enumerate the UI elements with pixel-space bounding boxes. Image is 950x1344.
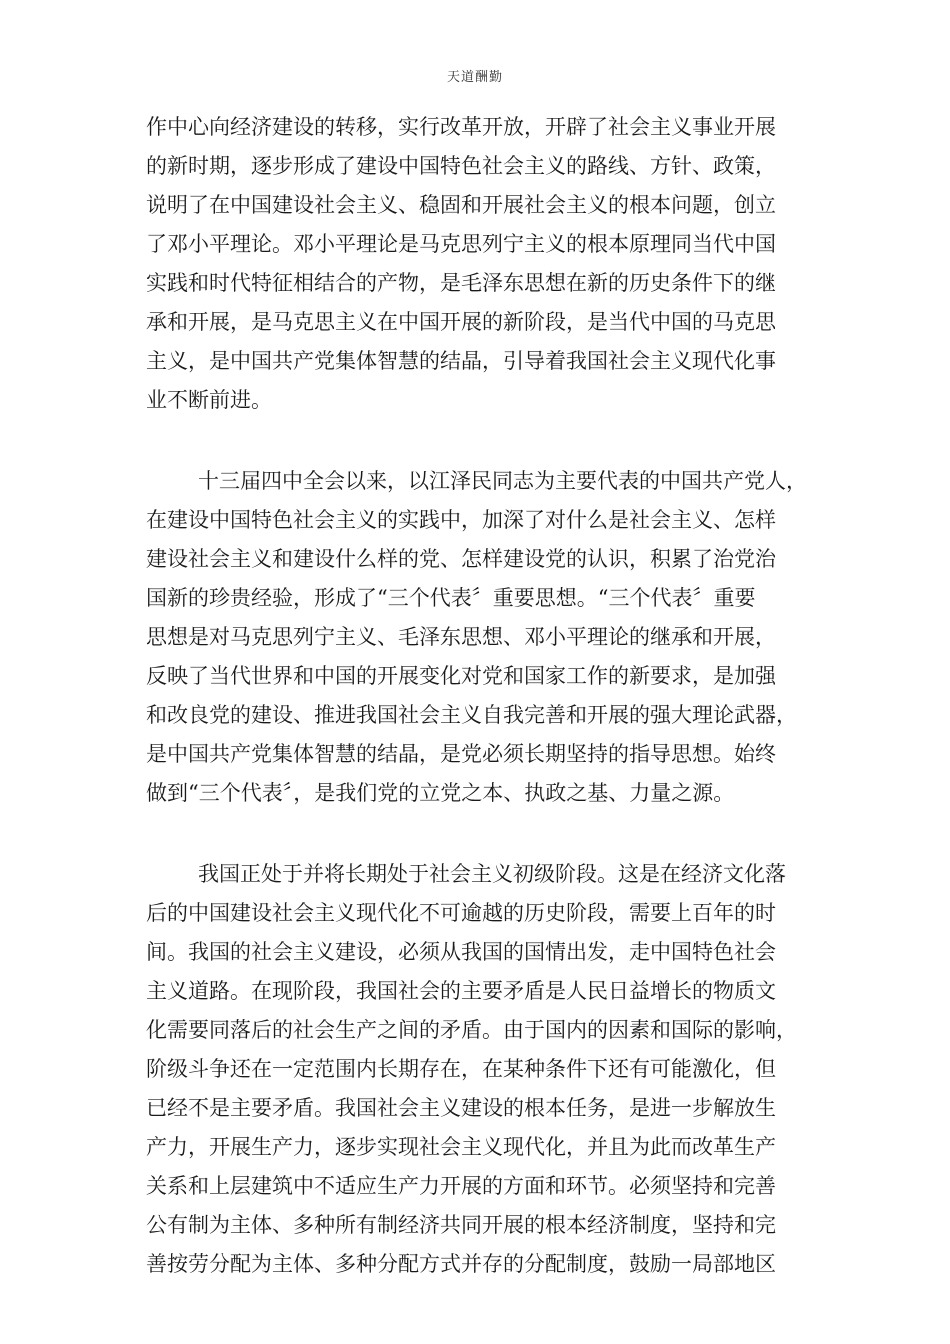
text-line: 和改良党的建设、推进我国社会主义自我完善和开展的强大理论武器， bbox=[146, 703, 797, 727]
text-line: 反映了当代世界和中国的开展变化对党和国家工作的新要求，是加强 bbox=[146, 664, 776, 688]
text-line: 的新时期，逐步形成了建设中国特色社会主义的路线、方针、政策， bbox=[146, 154, 776, 178]
text-line: 思想是对马克思列宁主义、毛泽东思想、邓小平理论的继承和开展， bbox=[146, 625, 776, 649]
text-line: 在建设中国特色社会主义的实践中，加深了对什么是社会主义、怎样 bbox=[146, 508, 776, 532]
paragraph-spacer bbox=[146, 813, 826, 855]
text-line: 实践和时代特征相结合的产物，是毛泽东思想在新的历史条件下的继 bbox=[146, 271, 776, 295]
text-line: 我国正处于并将长期处于社会主义初级阶段。这是在经济文化落 bbox=[198, 862, 786, 886]
text-line: 善按劳分配为主体、多种分配方式并存的分配制度，鼓励一局部地区 bbox=[146, 1252, 776, 1276]
text-line: 国新的珍贵经验，形成了“三个代表〞重要思想。“三个代表〞重要 bbox=[146, 586, 756, 610]
document-body bbox=[146, 108, 826, 1284]
text-line: 了邓小平理论。邓小平理论是马克思列宁主义的根本原理同当代中国 bbox=[146, 232, 776, 256]
text-line: 主义，是中国共产党集体智慧的结晶，引导着我国社会主义现代化事 bbox=[146, 349, 776, 373]
text-line: 阶级斗争还在一定范围内长期存在，在某种条件下还有可能激化，但 bbox=[146, 1057, 776, 1081]
text-line: 后的中国建设社会主义现代化不可逾越的历史阶段，需要上百年的时 bbox=[146, 901, 776, 925]
text-line: 十三届四中全会以来，以江泽民同志为主要代表的中国共产党人， bbox=[198, 469, 807, 493]
text-line: 承和开展，是马克思主义在中国开展的新阶段，是当代中国的马克思 bbox=[146, 310, 776, 334]
text-line: 建设社会主义和建设什么样的党、怎样建设党的认识，积累了治党治 bbox=[146, 547, 776, 571]
text-line: 公有制为主体、多种所有制经济共同开展的根本经济制度，坚持和完 bbox=[146, 1213, 776, 1237]
text-line: 做到“三个代表〞，是我们党的立党之本、执政之基、力量之源。 bbox=[146, 781, 735, 805]
text-line: 主义道路。在现阶段，我国社会的主要矛盾是人民日益增长的物质文 bbox=[146, 979, 776, 1003]
paragraph-spacer bbox=[146, 420, 826, 462]
text-line: 说明了在中国建设社会主义、稳固和开展社会主义的根本问题，创立 bbox=[146, 193, 776, 217]
paragraph-1 bbox=[146, 108, 826, 420]
text-line: 间。我国的社会主义建设，必须从我国的国情出发，走中国特色社会 bbox=[146, 940, 776, 964]
text-line: 已经不是主要矛盾。我国社会主义建设的根本任务，是进一步解放生 bbox=[146, 1096, 776, 1120]
paragraph-3 bbox=[146, 855, 826, 1284]
paragraph-2 bbox=[146, 462, 826, 813]
text-line: 产力，开展生产力，逐步实现社会主义现代化，并且为此而改革生产 bbox=[146, 1135, 776, 1159]
text-line: 关系和上层建筑中不适应生产力开展的方面和环节。必须坚持和完善 bbox=[146, 1174, 776, 1198]
page-header: 天道酬勤 bbox=[446, 70, 503, 85]
text-line: 作中心向经济建设的转移，实行改革开放，开辟了社会主义事业开展 bbox=[146, 115, 776, 139]
text-line: 是中国共产党集体智慧的结晶，是党必须长期坚持的指导思想。始终 bbox=[146, 742, 776, 766]
text-line: 业不断前进。 bbox=[146, 388, 272, 412]
text-line: 化需要同落后的社会生产之间的矛盾。由于国内的因素和国际的影响， bbox=[146, 1018, 797, 1042]
